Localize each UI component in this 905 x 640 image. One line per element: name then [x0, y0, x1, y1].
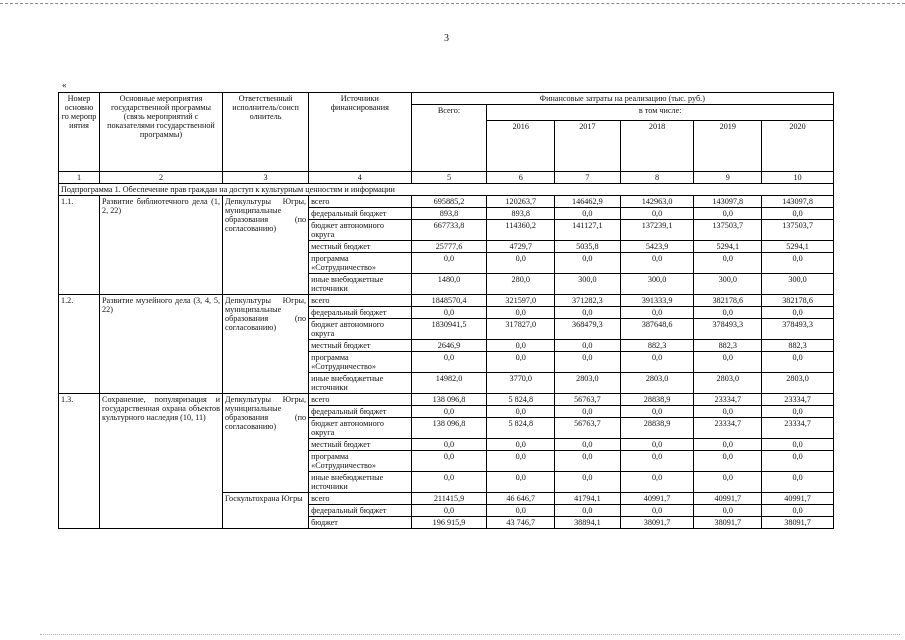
- value-cell: 40991,7: [620, 493, 694, 505]
- source-cell: всего: [309, 493, 412, 505]
- value-cell: 0,0: [694, 472, 762, 493]
- value-cell: 368479,3: [555, 319, 621, 340]
- value-cell: 0,0: [555, 340, 621, 352]
- value-cell: 142963,0: [620, 196, 694, 208]
- value-cell: 0,0: [620, 253, 694, 274]
- measures-body: [59, 196, 834, 529]
- source-cell: программа «Сотрудничество»: [309, 451, 412, 472]
- source-cell: федеральный бюджет: [309, 406, 412, 418]
- value-cell: 40991,7: [694, 493, 762, 505]
- value-cell: 0,0: [694, 253, 762, 274]
- value-cell: 0,0: [487, 307, 555, 319]
- value-cell: 0,0: [411, 352, 487, 373]
- value-cell: 382178,6: [762, 295, 834, 307]
- value-cell: 40991,7: [762, 493, 834, 505]
- value-cell: 0,0: [762, 406, 834, 418]
- value-cell: 0,0: [487, 439, 555, 451]
- value-cell: 0,0: [694, 352, 762, 373]
- table-row: [59, 394, 834, 406]
- measure-name: Сохранение, популяризация и государственная охрана объектов культурного наследия (10, 11): [100, 394, 223, 529]
- value-cell: 0,0: [411, 451, 487, 472]
- value-cell: 25777,6: [411, 241, 487, 253]
- header-sources: Источники финансирования: [309, 93, 412, 172]
- column-number: 9: [694, 172, 762, 184]
- value-cell: 0,0: [487, 472, 555, 493]
- value-cell: 1480,0: [411, 274, 487, 295]
- value-cell: 28838,9: [620, 418, 694, 439]
- value-cell: 56763,7: [555, 394, 621, 406]
- value-cell: 5035,8: [555, 241, 621, 253]
- value-cell: 0,0: [555, 439, 621, 451]
- column-number: 2: [100, 172, 223, 184]
- value-cell: 43 746,7: [487, 517, 555, 529]
- value-cell: 0,0: [762, 208, 834, 220]
- value-cell: 0,0: [487, 340, 555, 352]
- value-cell: 211415,9: [411, 493, 487, 505]
- source-cell: иные внебюджетные источники: [309, 274, 412, 295]
- value-cell: 120263,7: [487, 196, 555, 208]
- header-including: в том числе:: [487, 105, 834, 121]
- value-cell: 378493,3: [694, 319, 762, 340]
- opening-quote: «: [62, 80, 67, 90]
- value-cell: 0,0: [620, 472, 694, 493]
- value-cell: 0,0: [620, 451, 694, 472]
- source-cell: иные внебюджетные источники: [309, 472, 412, 493]
- value-cell: 0,0: [487, 451, 555, 472]
- value-cell: 695885,2: [411, 196, 487, 208]
- value-cell: 56763,7: [555, 418, 621, 439]
- source-cell: всего: [309, 394, 412, 406]
- value-cell: 667733,8: [411, 220, 487, 241]
- value-cell: 300,0: [620, 274, 694, 295]
- measure-name: Развитие библиотечного дела (1, 2, 22): [100, 196, 223, 295]
- header-total: Всего:: [411, 105, 487, 172]
- value-cell: 0,0: [762, 451, 834, 472]
- value-cell: 0,0: [411, 505, 487, 517]
- value-cell: 0,0: [620, 505, 694, 517]
- value-cell: 46 646,7: [487, 493, 555, 505]
- value-cell: 0,0: [555, 472, 621, 493]
- value-cell: 2803,0: [555, 373, 621, 394]
- value-cell: 300,0: [694, 274, 762, 295]
- value-cell: 114360,2: [487, 220, 555, 241]
- value-cell: 38894,1: [555, 517, 621, 529]
- header-year: 2018: [620, 121, 694, 172]
- source-cell: местный бюджет: [309, 340, 412, 352]
- value-cell: 0,0: [762, 352, 834, 373]
- value-cell: 378493,3: [762, 319, 834, 340]
- scan-edge-bottom: [40, 634, 900, 635]
- value-cell: 0,0: [411, 406, 487, 418]
- value-cell: 0,0: [694, 307, 762, 319]
- header-measures: Основные мероприятия государственной программы (связь мероприятий с показателями государственной программы): [100, 93, 223, 172]
- value-cell: 23334,7: [762, 394, 834, 406]
- value-cell: 0,0: [694, 505, 762, 517]
- source-cell: программа «Сотрудничество»: [309, 352, 412, 373]
- value-cell: 146462,9: [555, 196, 621, 208]
- value-cell: 1830941,5: [411, 319, 487, 340]
- scan-edge-top: [0, 3, 905, 4]
- value-cell: 28838,9: [620, 394, 694, 406]
- source-cell: федеральный бюджет: [309, 208, 412, 220]
- source-cell: бюджет: [309, 517, 412, 529]
- source-cell: программа «Сотрудничество»: [309, 253, 412, 274]
- source-cell: местный бюджет: [309, 439, 412, 451]
- value-cell: 0,0: [555, 307, 621, 319]
- value-cell: 5423,9: [620, 241, 694, 253]
- table-row: [59, 196, 834, 208]
- value-cell: 3770,0: [487, 373, 555, 394]
- value-cell: 321597,0: [487, 295, 555, 307]
- header-executor: Ответственный исполнитель/соисп олнитель: [223, 93, 309, 172]
- value-cell: 23334,7: [694, 418, 762, 439]
- value-cell: 0,0: [620, 439, 694, 451]
- value-cell: 138 096,8: [411, 394, 487, 406]
- column-number-row: [59, 172, 834, 184]
- value-cell: 0,0: [694, 439, 762, 451]
- value-cell: 41794,1: [555, 493, 621, 505]
- value-cell: 23334,7: [762, 418, 834, 439]
- value-cell: 0,0: [555, 253, 621, 274]
- executor-cell: Депкультуры Югры, муниципальные образования (по согласованию): [223, 196, 309, 295]
- source-cell: бюджет автономного округа: [309, 418, 412, 439]
- table-row: [59, 295, 834, 307]
- value-cell: 0,0: [487, 352, 555, 373]
- value-cell: 0,0: [620, 208, 694, 220]
- header-year: 2020: [762, 121, 834, 172]
- value-cell: 0,0: [487, 406, 555, 418]
- value-cell: 0,0: [694, 451, 762, 472]
- value-cell: 5 824,8: [487, 394, 555, 406]
- value-cell: 0,0: [762, 472, 834, 493]
- column-number: 5: [411, 172, 487, 184]
- column-number: 6: [487, 172, 555, 184]
- source-cell: всего: [309, 295, 412, 307]
- executor-cell: Депкультуры Югры, муниципальные образования (по согласованию): [223, 394, 309, 493]
- source-cell: всего: [309, 196, 412, 208]
- value-cell: 138 096,8: [411, 418, 487, 439]
- value-cell: 0,0: [555, 352, 621, 373]
- value-cell: 0,0: [762, 253, 834, 274]
- value-cell: 300,0: [555, 274, 621, 295]
- value-cell: 2803,0: [762, 373, 834, 394]
- value-cell: 38091,7: [762, 517, 834, 529]
- value-cell: 5294,1: [694, 241, 762, 253]
- source-cell: бюджет автономного округа: [309, 319, 412, 340]
- executor-cell: Госкультохрана Югры: [223, 493, 309, 529]
- header-year: 2017: [555, 121, 621, 172]
- value-cell: 38091,7: [694, 517, 762, 529]
- value-cell: 0,0: [555, 451, 621, 472]
- column-number: 4: [309, 172, 412, 184]
- value-cell: 280,0: [487, 274, 555, 295]
- value-cell: 0,0: [555, 208, 621, 220]
- value-cell: 137503,7: [762, 220, 834, 241]
- value-cell: 0,0: [487, 253, 555, 274]
- source-cell: федеральный бюджет: [309, 505, 412, 517]
- value-cell: 300,0: [762, 274, 834, 295]
- executor-cell: Депкультуры Югры, муниципальные образования (по согласованию): [223, 295, 309, 394]
- source-cell: местный бюджет: [309, 241, 412, 253]
- value-cell: 5 824,8: [487, 418, 555, 439]
- value-cell: 382178,6: [694, 295, 762, 307]
- source-cell: бюджет автономного округа: [309, 220, 412, 241]
- value-cell: 882,3: [762, 340, 834, 352]
- source-cell: иные внебюджетные источники: [309, 373, 412, 394]
- value-cell: 0,0: [620, 352, 694, 373]
- page-number: 3: [444, 33, 449, 44]
- value-cell: 387648,6: [620, 319, 694, 340]
- value-cell: 0,0: [762, 439, 834, 451]
- value-cell: 391333,9: [620, 295, 694, 307]
- value-cell: 0,0: [411, 307, 487, 319]
- header-number: Номер основно го меропр иятия: [59, 93, 100, 172]
- value-cell: 5294,1: [762, 241, 834, 253]
- value-cell: 0,0: [555, 505, 621, 517]
- value-cell: 137239,1: [620, 220, 694, 241]
- value-cell: 0,0: [762, 307, 834, 319]
- value-cell: 0,0: [487, 505, 555, 517]
- value-cell: 0,0: [620, 307, 694, 319]
- value-cell: 317827,0: [487, 319, 555, 340]
- column-number: 10: [762, 172, 834, 184]
- value-cell: 1848570,4: [411, 295, 487, 307]
- header-year: 2019: [694, 121, 762, 172]
- value-cell: 2803,0: [620, 373, 694, 394]
- measure-number: 1.2.: [59, 295, 100, 394]
- value-cell: 141127,1: [555, 220, 621, 241]
- column-number: 3: [223, 172, 309, 184]
- value-cell: 0,0: [694, 406, 762, 418]
- header-financing: Финансовые затраты на реализацию (тыс. руб.): [411, 93, 833, 105]
- value-cell: 14982,0: [411, 373, 487, 394]
- measure-number: 1.1.: [59, 196, 100, 295]
- measure-number: 1.3.: [59, 394, 100, 529]
- value-cell: 23334,7: [694, 394, 762, 406]
- column-number: 8: [620, 172, 694, 184]
- subprogram-title: Подпрограмма 1. Обеспечение прав граждан на доступ к культурным ценностям и информации: [59, 184, 834, 196]
- value-cell: 882,3: [620, 340, 694, 352]
- column-number: 7: [555, 172, 621, 184]
- value-cell: 0,0: [555, 406, 621, 418]
- value-cell: 4729,7: [487, 241, 555, 253]
- value-cell: 893,8: [487, 208, 555, 220]
- value-cell: 2803,0: [694, 373, 762, 394]
- value-cell: 0,0: [620, 406, 694, 418]
- value-cell: 0,0: [762, 505, 834, 517]
- value-cell: 143097,8: [762, 196, 834, 208]
- column-number: 1: [59, 172, 100, 184]
- value-cell: 0,0: [411, 472, 487, 493]
- source-cell: федеральный бюджет: [309, 307, 412, 319]
- value-cell: 2646,9: [411, 340, 487, 352]
- value-cell: 196 915,9: [411, 517, 487, 529]
- value-cell: 371282,3: [555, 295, 621, 307]
- value-cell: 137503,7: [694, 220, 762, 241]
- header-year: 2016: [487, 121, 555, 172]
- financing-table: [58, 92, 834, 529]
- value-cell: 38091,7: [620, 517, 694, 529]
- value-cell: 143097,8: [694, 196, 762, 208]
- value-cell: 0,0: [694, 208, 762, 220]
- value-cell: 893,8: [411, 208, 487, 220]
- value-cell: 0,0: [411, 253, 487, 274]
- value-cell: 882,3: [694, 340, 762, 352]
- value-cell: 0,0: [411, 439, 487, 451]
- measure-name: Развитие музейного дела (3, 4, 5, 22): [100, 295, 223, 394]
